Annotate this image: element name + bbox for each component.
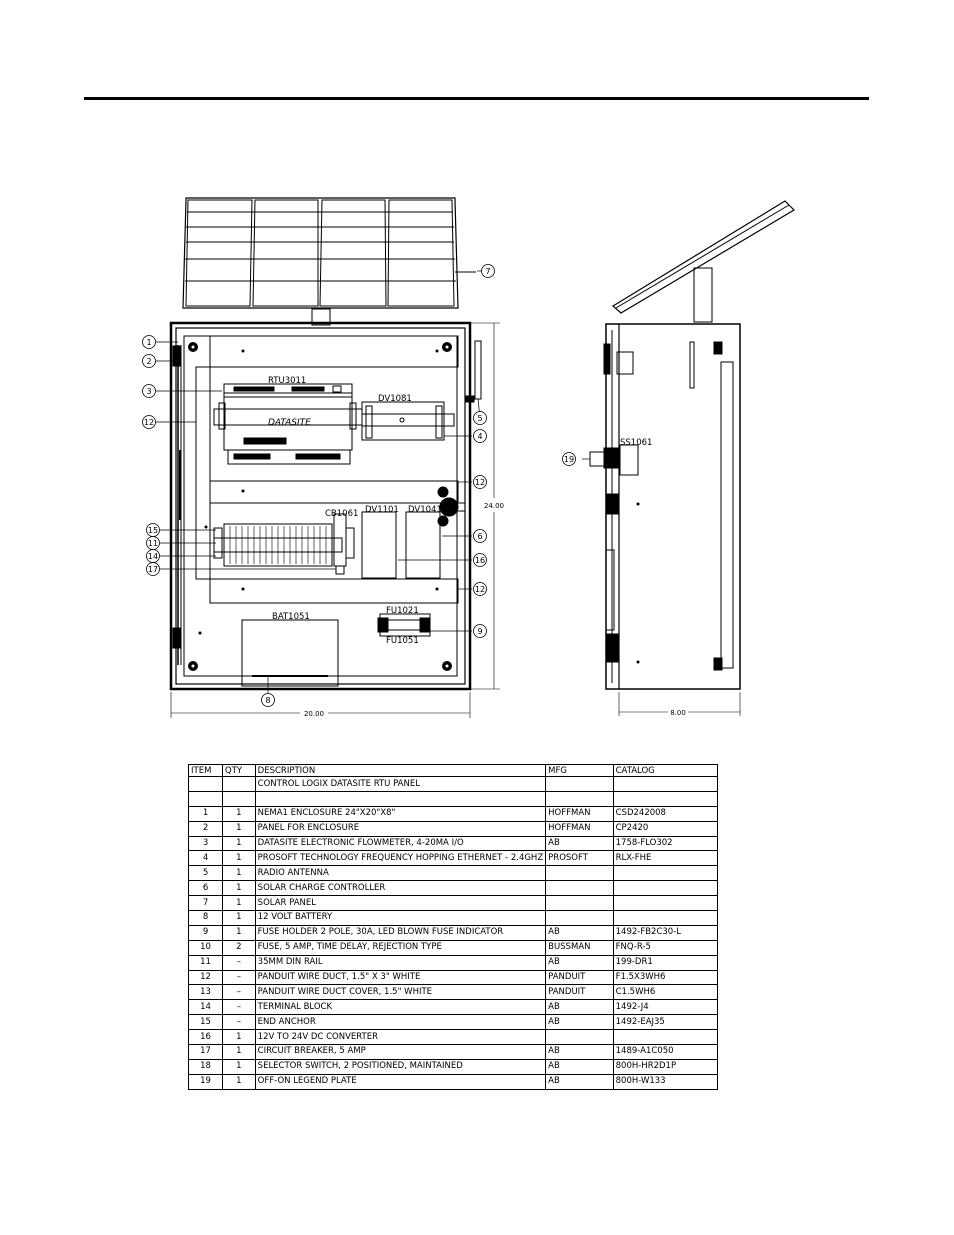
bom-item: 10 — [189, 940, 223, 955]
bom-blank-row — [189, 791, 718, 806]
callout-9: 9 — [477, 627, 483, 636]
callout-6: 6 — [477, 532, 483, 541]
bom-catalog: 1489-A1C050 — [613, 1045, 717, 1060]
bom-item: 14 — [189, 1000, 223, 1015]
bom-catalog — [613, 911, 717, 926]
table-row — [189, 985, 718, 1000]
callout-14: 14 — [147, 552, 159, 561]
callout-11: 11 — [147, 539, 159, 548]
bom-description: CIRCUIT BREAKER, 5 AMP — [255, 1045, 545, 1060]
table-row — [189, 821, 718, 836]
bom-mfg: AB — [546, 925, 613, 940]
bom-qty: 1 — [223, 866, 256, 881]
bom-qty: 1 — [223, 1059, 256, 1074]
table-row — [189, 1030, 718, 1045]
bom-mfg — [546, 911, 613, 926]
bom-item: 2 — [189, 821, 223, 836]
bom-qty: – — [223, 1000, 256, 1015]
bom-mfg: AB — [546, 1015, 613, 1030]
bom-catalog — [613, 866, 717, 881]
front-dimensions — [171, 323, 500, 718]
table-row — [189, 1000, 718, 1015]
bom-mfg — [546, 1030, 613, 1045]
bom-description: END ANCHOR — [255, 1015, 545, 1030]
label-cb1061: CB1061 — [325, 509, 359, 519]
bom-item: 6 — [189, 881, 223, 896]
bom-description: TERMINAL BLOCK — [255, 1000, 545, 1015]
bom-qty: 1 — [223, 1045, 256, 1060]
bom-catalog: 199-DR1 — [613, 955, 717, 970]
bom-mfg: PANDUIT — [546, 985, 613, 1000]
bom-qty: 1 — [223, 911, 256, 926]
bom-mfg: HOFFMAN — [546, 806, 613, 821]
bom-qty: 1 — [223, 806, 256, 821]
table-row — [189, 955, 718, 970]
bom-item: 16 — [189, 1030, 223, 1045]
enclosure-side — [590, 201, 794, 716]
dim-width: 20.00 — [303, 710, 325, 718]
bom-description: 35MM DIN RAIL — [255, 955, 545, 970]
callout-4: 4 — [477, 432, 483, 441]
table-row — [189, 866, 718, 881]
table-row — [189, 911, 718, 926]
bom-qty: 1 — [223, 851, 256, 866]
bom-item: 12 — [189, 970, 223, 985]
bom-description: DATASITE ELECTRONIC FLOWMETER, 4-20MA I/O — [255, 836, 545, 851]
label-dv1081: DV1081 — [378, 394, 412, 404]
bom-catalog — [613, 881, 717, 896]
bom-description: SOLAR PANEL — [255, 896, 545, 911]
bom-catalog — [613, 1030, 717, 1045]
table-row — [189, 806, 718, 821]
callout-3: 3 — [146, 387, 152, 396]
bom-item: 11 — [189, 955, 223, 970]
table-row — [189, 851, 718, 866]
bom-item: 8 — [189, 911, 223, 926]
bom-mfg: AB — [546, 836, 613, 851]
bom-item: 13 — [189, 985, 223, 1000]
bom-catalog: RLX-FHE — [613, 851, 717, 866]
callout-5: 5 — [477, 414, 483, 423]
bom-item: 4 — [189, 851, 223, 866]
table-row — [189, 1015, 718, 1030]
bom-mfg: HOFFMAN — [546, 821, 613, 836]
bom-mfg: AB — [546, 1045, 613, 1060]
bom-description: 12 VOLT BATTERY — [255, 911, 545, 926]
bom-header-catalog: CATALOG — [613, 765, 717, 777]
bom-description: PANDUIT WIRE DUCT, 1.5" X 3" WHITE — [255, 970, 545, 985]
bom-description: FUSE HOLDER 2 POLE, 30A, LED BLOWN FUSE INDICATOR — [255, 925, 545, 940]
bom-qty: 2 — [223, 940, 256, 955]
bom-mfg: PROSOFT — [546, 851, 613, 866]
bom-item: 17 — [189, 1045, 223, 1060]
bom-catalog: CP2420 — [613, 821, 717, 836]
bom-description: NEMA1 ENCLOSURE 24"X20"X8" — [255, 806, 545, 821]
bom-header-item: ITEM — [189, 765, 223, 777]
callout-15: 15 — [147, 526, 159, 535]
bom-header-qty: QTY — [223, 765, 256, 777]
bom-item: 15 — [189, 1015, 223, 1030]
bom-qty: – — [223, 1015, 256, 1030]
bom-item: 19 — [189, 1074, 223, 1089]
bom-mfg: BUSSMAN — [546, 940, 613, 955]
bom-qty: 1 — [223, 896, 256, 911]
dim-height: 24.00 — [483, 502, 505, 510]
callout-2: 2 — [146, 357, 152, 366]
bom-title-row — [189, 777, 718, 792]
callout-16: 16 — [474, 556, 486, 565]
label-fu1021: FU1021 — [386, 606, 419, 616]
label-ss1061: SS1061 — [620, 438, 653, 448]
bom-catalog: C1.5WH6 — [613, 985, 717, 1000]
bom-qty: 1 — [223, 925, 256, 940]
callout-12-upper: 12 — [474, 478, 486, 487]
callout-17: 17 — [147, 565, 159, 574]
bom-qty: – — [223, 985, 256, 1000]
bom-catalog: FNQ-R-5 — [613, 940, 717, 955]
bom-description: 12V TO 24V DC CONVERTER — [255, 1030, 545, 1045]
bom-item: 18 — [189, 1059, 223, 1074]
bom-mfg: PANDUIT — [546, 970, 613, 985]
bom-mfg: AB — [546, 955, 613, 970]
label-dv1041: DV1041 — [408, 505, 442, 515]
bom-qty: – — [223, 970, 256, 985]
bom-catalog: 1758-FLO302 — [613, 836, 717, 851]
callout-12-left: 12 — [143, 418, 155, 427]
callout-8: 8 — [265, 696, 271, 705]
label-dv1101: DV1101 — [365, 505, 399, 515]
bom-qty: – — [223, 955, 256, 970]
bom-description: SELECTOR SWITCH, 2 POSITIONED, MAINTAINED — [255, 1059, 545, 1074]
bom-qty: 1 — [223, 1030, 256, 1045]
bom-catalog: 800H-HR2D1P — [613, 1059, 717, 1074]
bom-mfg — [546, 881, 613, 896]
callout-12-lower: 12 — [474, 585, 486, 594]
bom-qty: 1 — [223, 821, 256, 836]
bom-description: PANDUIT WIRE DUCT COVER, 1.5" WHITE — [255, 985, 545, 1000]
bom-title: CONTROL LOGIX DATASITE RTU PANEL — [255, 777, 545, 792]
label-rtu: RTU3011 — [268, 376, 307, 386]
table-row — [189, 925, 718, 940]
bom-catalog: F1.5X3WH6 — [613, 970, 717, 985]
bom-description: PANEL FOR ENCLOSURE — [255, 821, 545, 836]
callout-leaders — [156, 271, 590, 693]
label-fu1051: FU1051 — [386, 636, 419, 646]
bom-description: PROSOFT TECHNOLOGY FREQUENCY HOPPING ETHERNET - 2.4GHZ — [255, 851, 545, 866]
bom-mfg: AB — [546, 1059, 613, 1074]
bom-description: FUSE, 5 AMP, TIME DELAY, REJECTION TYPE — [255, 940, 545, 955]
bom-mfg: AB — [546, 1000, 613, 1015]
bom-description: OFF-ON LEGEND PLATE — [255, 1074, 545, 1089]
table-row — [189, 1074, 718, 1089]
bill-of-materials — [188, 764, 718, 1090]
bom-qty: 1 — [223, 1074, 256, 1089]
table-row — [189, 881, 718, 896]
bom-mfg — [546, 896, 613, 911]
callout-7: 7 — [485, 267, 491, 276]
bom-item: 3 — [189, 836, 223, 851]
bom-description: SOLAR CHARGE CONTROLLER — [255, 881, 545, 896]
bom-mfg: AB — [546, 1074, 613, 1089]
bom-header-row — [189, 765, 718, 777]
bom-catalog: 1492-EAJ35 — [613, 1015, 717, 1030]
callout-19: 19 — [563, 455, 575, 464]
bom-header-mfg: MFG — [546, 765, 613, 777]
bom-description: RADIO ANTENNA — [255, 866, 545, 881]
callout-1: 1 — [146, 338, 152, 347]
dim-depth: 8.00 — [670, 709, 686, 717]
bom-catalog — [613, 896, 717, 911]
callout-circles — [143, 265, 576, 707]
bom-catalog: 1492-J4 — [613, 1000, 717, 1015]
label-bat1051: BAT1051 — [272, 612, 310, 622]
bom-item: 7 — [189, 896, 223, 911]
label-datasite: DATASITE — [268, 418, 311, 428]
table-row — [189, 970, 718, 985]
table-row — [189, 940, 718, 955]
bom-item: 1 — [189, 806, 223, 821]
bom-catalog: 1492-FB2C30-L — [613, 925, 717, 940]
bom-item: 5 — [189, 866, 223, 881]
bom-catalog: CSD242008 — [613, 806, 717, 821]
solar-panel-front — [183, 198, 476, 325]
bom-header-description: DESCRIPTION — [255, 765, 545, 777]
table-row — [189, 1045, 718, 1060]
bom-catalog: 800H-W133 — [613, 1074, 717, 1089]
bom-qty: 1 — [223, 881, 256, 896]
bom-qty: 1 — [223, 836, 256, 851]
table-row — [189, 1059, 718, 1074]
table-row — [189, 836, 718, 851]
table-row — [189, 896, 718, 911]
bom-item: 9 — [189, 925, 223, 940]
bom-mfg — [546, 866, 613, 881]
